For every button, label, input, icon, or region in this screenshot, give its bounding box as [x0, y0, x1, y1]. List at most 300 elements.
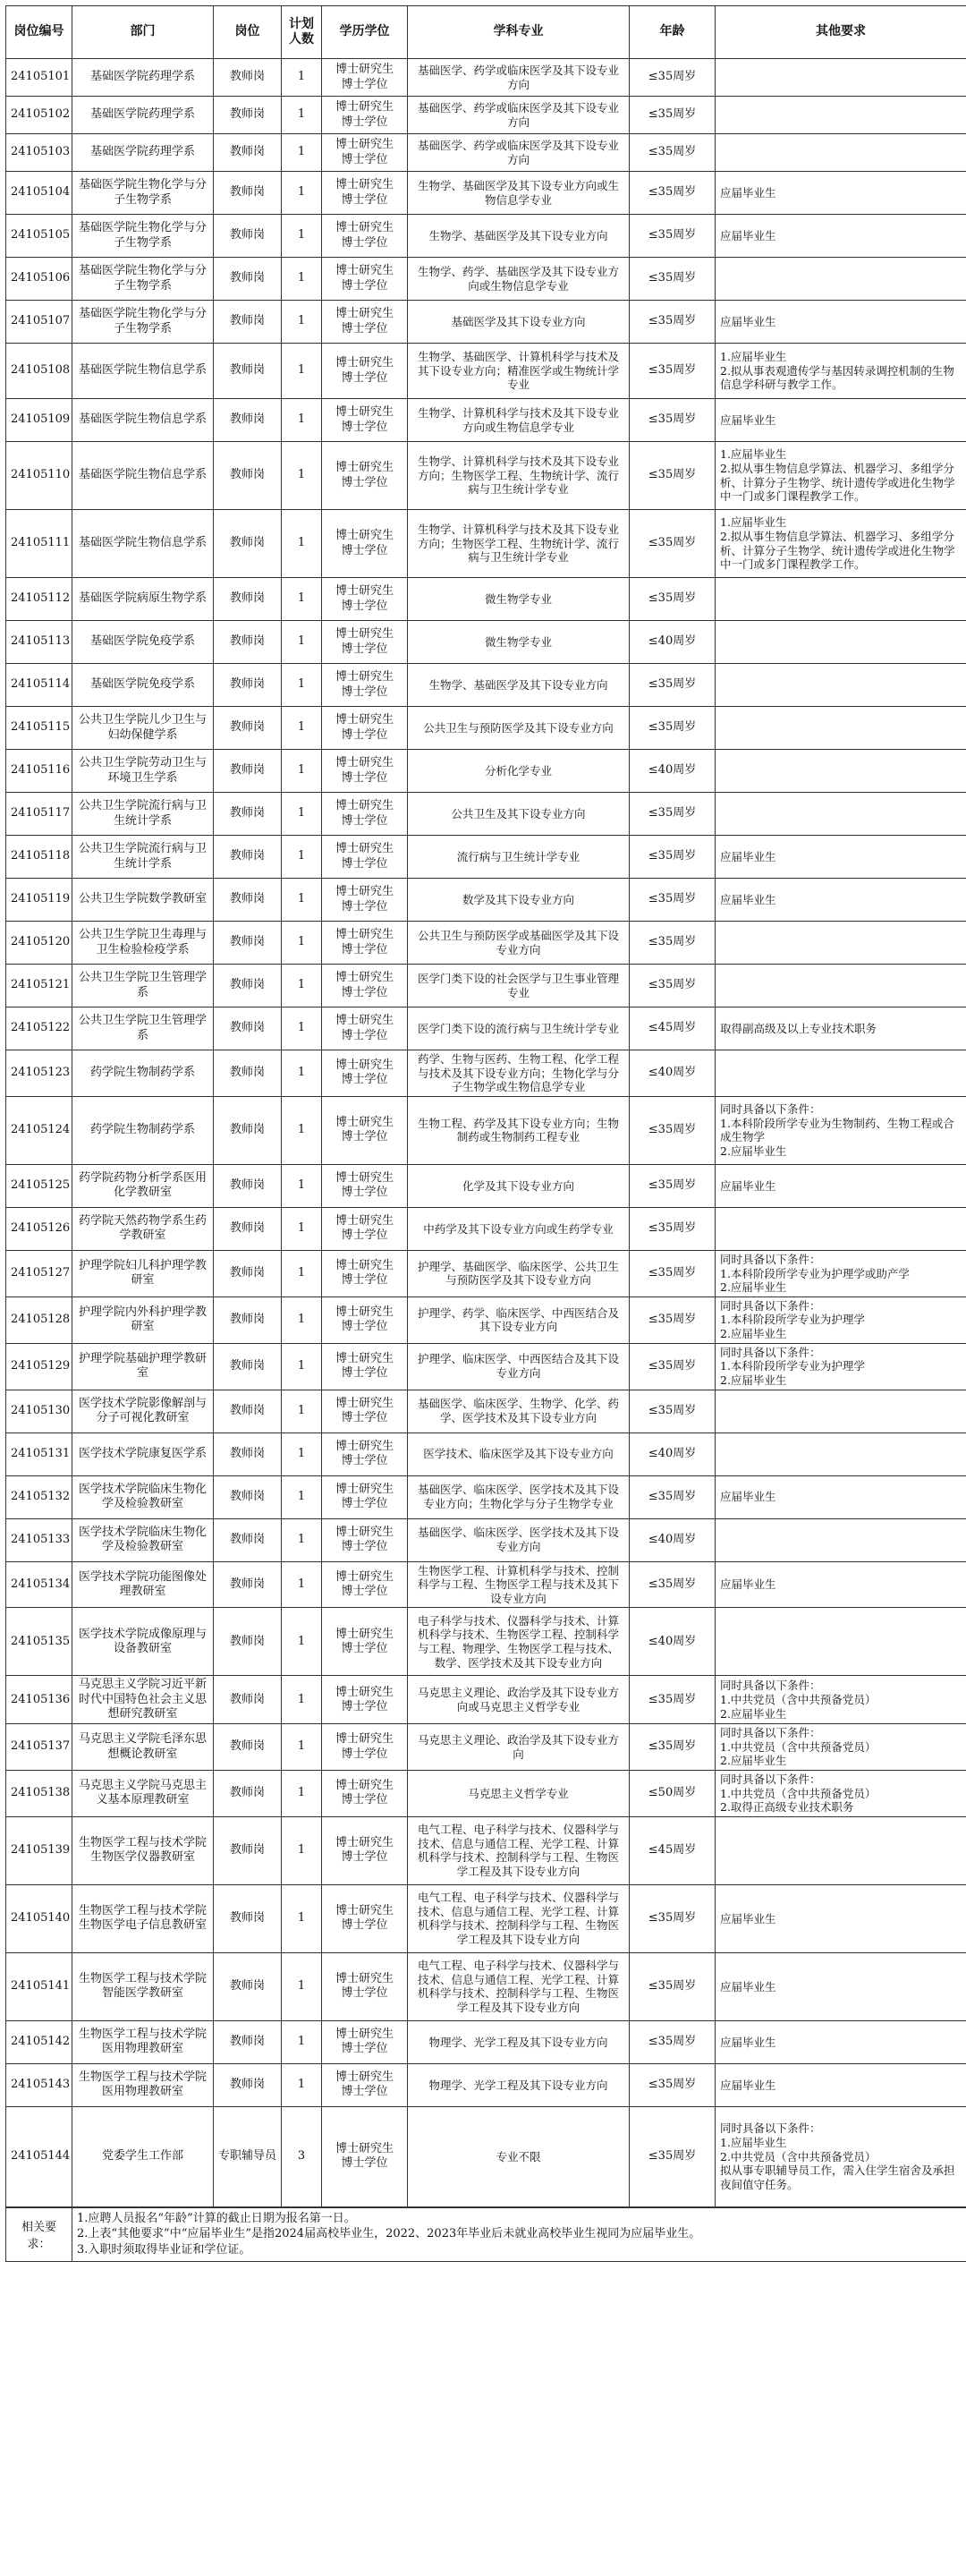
cell-code: 24105102 [6, 97, 72, 134]
cell-major: 生物工程、药学及其下设专业方向；生物制药或生物制药工程专业 [408, 1096, 630, 1164]
cell-dept: 生物医学工程与技术学院智能医学教研室 [72, 1952, 214, 2020]
cell-post: 教师岗 [214, 1250, 282, 1297]
positions-table [5, 5, 966, 2207]
cell-dept: 公共卫生学院卫生毒理与卫生检验检疫学系 [72, 922, 214, 965]
table-row [6, 1250, 966, 1297]
cell-degree: 博士研究生 博士学位 [322, 1050, 408, 1097]
cell-other [716, 1608, 966, 1676]
cell-other [716, 1207, 966, 1250]
cell-code: 24105118 [6, 836, 72, 879]
cell-dept: 基础医学院生物化学与分子生物学系 [72, 258, 214, 301]
cell-dept: 公共卫生学院卫生管理学系 [72, 1007, 214, 1050]
cell-major: 生物学、基础医学及其下设专业方向 [408, 664, 630, 707]
cell-major: 医学技术、临床医学及其下设专业方向 [408, 1433, 630, 1475]
table-row [6, 172, 966, 215]
cell-major: 马克思主义理论、政治学及其下设专业方向 [408, 1724, 630, 1771]
cell-plan: 3 [282, 2106, 322, 2206]
cell-code: 24105107 [6, 301, 72, 344]
table-body [6, 59, 966, 2207]
cell-major: 数学及其下设专业方向 [408, 879, 630, 922]
cell-dept: 医学技术学院功能图像处理教研室 [72, 1561, 214, 1608]
cell-dept: 公共卫生学院儿少卫生与妇幼保健学系 [72, 707, 214, 750]
cell-age: ≤40周岁 [630, 1608, 716, 1676]
cell-degree: 博士研究生 博士学位 [322, 664, 408, 707]
table-row [6, 1475, 966, 1518]
cell-age: ≤40周岁 [630, 750, 716, 793]
cell-age: ≤35周岁 [630, 793, 716, 836]
header-plan: 计划人数 [282, 6, 322, 59]
cell-degree: 博士研究生 博士学位 [322, 301, 408, 344]
cell-code: 24105144 [6, 2106, 72, 2206]
cell-degree: 博士研究生 博士学位 [322, 1884, 408, 1952]
note-line: 2.上表“其他要求”中“应届毕业生”是指2024届高校毕业生，2022、2023年毕业后未就业高校毕业生视同为应届毕业生。 [77, 2227, 701, 2241]
table-row [6, 1608, 966, 1676]
table-row [6, 59, 966, 97]
cell-code: 24105135 [6, 1608, 72, 1676]
cell-age: ≤35周岁 [630, 1390, 716, 1433]
cell-degree: 博士研究生 博士学位 [322, 1518, 408, 1561]
notes-content [72, 2207, 966, 2261]
cell-other: 应届毕业生 [716, 1164, 966, 1207]
cell-code: 24105119 [6, 879, 72, 922]
cell-major: 化学及其下设专业方向 [408, 1164, 630, 1207]
cell-other [716, 621, 966, 664]
cell-degree: 博士研究生 博士学位 [322, 1676, 408, 1724]
cell-code: 24105123 [6, 1050, 72, 1097]
cell-degree: 博士研究生 博士学位 [322, 1952, 408, 2020]
cell-age: ≤45周岁 [630, 1816, 716, 1884]
cell-post: 教师岗 [214, 1561, 282, 1608]
cell-degree: 博士研究生 博士学位 [322, 879, 408, 922]
cell-other [716, 922, 966, 965]
header-major: 学科专业 [408, 6, 630, 59]
cell-major: 基础医学、药学或临床医学及其下设专业方向 [408, 59, 630, 97]
cell-post: 专职辅导员 [214, 2106, 282, 2206]
cell-plan: 1 [282, 1608, 322, 1676]
cell-degree: 博士研究生 博士学位 [322, 1771, 408, 1817]
cell-post: 教师岗 [214, 2063, 282, 2106]
cell-plan: 1 [282, 172, 322, 215]
table-row [6, 750, 966, 793]
note-line: 3.入职时须取得毕业证和学位证。 [77, 2242, 251, 2257]
cell-code: 24105133 [6, 1518, 72, 1561]
cell-age: ≤35周岁 [630, 1952, 716, 2020]
cell-age: ≤35周岁 [630, 1250, 716, 1297]
cell-plan: 1 [282, 836, 322, 879]
cell-dept: 医学技术学院影像解剖与分子可视化教研室 [72, 1390, 214, 1433]
cell-major: 生物学、基础医学、计算机科学与技术及其下设专业方向；精准医学或生物统计学专业 [408, 344, 630, 399]
cell-post: 教师岗 [214, 965, 282, 1007]
notes-row [6, 2207, 966, 2261]
cell-plan: 1 [282, 1518, 322, 1561]
cell-age: ≤35周岁 [630, 1297, 716, 1343]
cell-degree: 博士研究生 博士学位 [322, 1390, 408, 1433]
cell-plan: 1 [282, 258, 322, 301]
cell-plan: 1 [282, 1771, 322, 1817]
cell-age: ≤35周岁 [630, 664, 716, 707]
cell-age: ≤35周岁 [630, 510, 716, 578]
cell-post: 教师岗 [214, 621, 282, 664]
table-row [6, 1771, 966, 1817]
cell-major: 分析化学专业 [408, 750, 630, 793]
cell-post: 教师岗 [214, 215, 282, 258]
cell-other [716, 578, 966, 621]
cell-major: 基础医学、药学或临床医学及其下设专业方向 [408, 134, 630, 172]
table-row [6, 1050, 966, 1097]
cell-other: 同时具备以下条件： 1.本科阶段所学专业为护理学 2.应届毕业生 [716, 1343, 966, 1390]
table-row [6, 1724, 966, 1771]
header-age: 年龄 [630, 6, 716, 59]
cell-code: 24105105 [6, 215, 72, 258]
cell-code: 24105104 [6, 172, 72, 215]
cell-dept: 医学技术学院临床生物化学及检验教研室 [72, 1518, 214, 1561]
cell-plan: 1 [282, 1816, 322, 1884]
cell-plan: 1 [282, 965, 322, 1007]
cell-post: 教师岗 [214, 258, 282, 301]
cell-other: 应届毕业生 [716, 215, 966, 258]
cell-other [716, 664, 966, 707]
cell-plan: 1 [282, 1676, 322, 1724]
cell-degree: 博士研究生 博士学位 [322, 442, 408, 510]
cell-age: ≤35周岁 [630, 2020, 716, 2063]
cell-age: ≤35周岁 [630, 344, 716, 399]
table-row [6, 965, 966, 1007]
cell-dept: 医学技术学院临床生物化学及检验教研室 [72, 1475, 214, 1518]
cell-age: ≤35周岁 [630, 1561, 716, 1608]
header-code: 岗位编号 [6, 6, 72, 59]
cell-dept: 公共卫生学院流行病与卫生统计学系 [72, 836, 214, 879]
cell-post: 教师岗 [214, 97, 282, 134]
cell-post: 教师岗 [214, 1676, 282, 1724]
cell-post: 教师岗 [214, 1164, 282, 1207]
cell-code: 24105111 [6, 510, 72, 578]
cell-plan: 1 [282, 215, 322, 258]
cell-code: 24105101 [6, 59, 72, 97]
cell-dept: 公共卫生学院流行病与卫生统计学系 [72, 793, 214, 836]
table-row [6, 836, 966, 879]
cell-plan: 1 [282, 1343, 322, 1390]
cell-other: 1.应届毕业生 2.拟从事生物信息学算法、机器学习、多组学分析、计算分子生物学、统计遗传学或进化生物学中一门或多门课程教学工作。 [716, 510, 966, 578]
cell-post: 教师岗 [214, 172, 282, 215]
cell-post: 教师岗 [214, 59, 282, 97]
cell-dept: 生物医学工程与技术学院医用物理教研室 [72, 2063, 214, 2106]
cell-age: ≤35周岁 [630, 301, 716, 344]
cell-major: 物理学、光学工程及其下设专业方向 [408, 2020, 630, 2063]
cell-major: 电气工程、电子科学与技术、仪器科学与技术、信息与通信工程、光学工程、计算机科学与技术、控制科学与工程、生物医学工程及其下设专业方向 [408, 1884, 630, 1952]
cell-dept: 护理学院内外科护理学教研室 [72, 1297, 214, 1343]
cell-code: 24105121 [6, 965, 72, 1007]
cell-dept: 党委学生工作部 [72, 2106, 214, 2206]
cell-plan: 1 [282, 1884, 322, 1952]
table-row [6, 1297, 966, 1343]
cell-plan: 1 [282, 1433, 322, 1475]
cell-post: 教师岗 [214, 399, 282, 442]
header-dept: 部门 [72, 6, 214, 59]
cell-other: 1.应届毕业生 2.拟从事表观遗传学与基因转录调控机制的生物信息学科研与教学工作。 [716, 344, 966, 399]
cell-plan: 1 [282, 399, 322, 442]
cell-dept: 基础医学院生物信息学系 [72, 510, 214, 578]
cell-major: 生物学、药学、基础医学及其下设专业方向或生物信息学专业 [408, 258, 630, 301]
cell-degree: 博士研究生 博士学位 [322, 2020, 408, 2063]
cell-other: 同时具备以下条件： 1.本科阶段所学专业为护理学或助产学 2.应届毕业生 [716, 1250, 966, 1297]
cell-age: ≤35周岁 [630, 707, 716, 750]
table-row [6, 1207, 966, 1250]
cell-plan: 1 [282, 1050, 322, 1097]
table-row [6, 1676, 966, 1724]
table-row [6, 301, 966, 344]
cell-degree: 博士研究生 博士学位 [322, 578, 408, 621]
table-row [6, 344, 966, 399]
cell-code: 24105132 [6, 1475, 72, 1518]
cell-code: 24105124 [6, 1096, 72, 1164]
cell-other [716, 134, 966, 172]
cell-post: 教师岗 [214, 1007, 282, 1050]
cell-dept: 基础医学院生物信息学系 [72, 442, 214, 510]
cell-other [716, 1518, 966, 1561]
table-row [6, 1561, 966, 1608]
cell-code: 24105110 [6, 442, 72, 510]
cell-code: 24105120 [6, 922, 72, 965]
cell-dept: 护理学院基础护理学教研室 [72, 1343, 214, 1390]
cell-age: ≤40周岁 [630, 1433, 716, 1475]
cell-dept: 生物医学工程与技术学院生物医学电子信息教研室 [72, 1884, 214, 1952]
cell-age: ≤35周岁 [630, 2106, 716, 2206]
cell-plan: 1 [282, 621, 322, 664]
cell-post: 教师岗 [214, 1816, 282, 1884]
cell-dept: 马克思主义学院习近平新时代中国特色社会主义思想研究教研室 [72, 1676, 214, 1724]
cell-other: 应届毕业生 [716, 2020, 966, 2063]
cell-code: 24105137 [6, 1724, 72, 1771]
cell-other: 同时具备以下条件： 1.本科阶段所学专业为生物制药、生物工程或合成生物学 2.应届毕业生 [716, 1096, 966, 1164]
cell-post: 教师岗 [214, 510, 282, 578]
cell-other: 应届毕业生 [716, 836, 966, 879]
cell-degree: 博士研究生 博士学位 [322, 1096, 408, 1164]
cell-dept: 基础医学院生物化学与分子生物学系 [72, 215, 214, 258]
cell-code: 24105139 [6, 1816, 72, 1884]
cell-major: 生物医学工程、计算机科学与技术、控制科学与工程、生物医学工程与技术及其下设专业方向 [408, 1561, 630, 1608]
table-row [6, 510, 966, 578]
table-row [6, 134, 966, 172]
cell-other [716, 1050, 966, 1097]
cell-post: 教师岗 [214, 1884, 282, 1952]
cell-other: 同时具备以下条件： 1.中共党员（含中共预备党员） 2.应届毕业生 [716, 1676, 966, 1724]
table-row [6, 621, 966, 664]
cell-other: 应届毕业生 [716, 301, 966, 344]
cell-major: 生物学、计算机科学与技术及其下设专业方向或生物信息学专业 [408, 399, 630, 442]
cell-other: 应届毕业生 [716, 879, 966, 922]
cell-degree: 博士研究生 博士学位 [322, 1207, 408, 1250]
table-row [6, 1164, 966, 1207]
cell-post: 教师岗 [214, 922, 282, 965]
cell-other: 1.应届毕业生 2.拟从事生物信息学算法、机器学习、多组学分析、计算分子生物学、统计遗传学或进化生物学中一门或多门课程教学工作。 [716, 442, 966, 510]
cell-major: 马克思主义哲学专业 [408, 1771, 630, 1817]
cell-plan: 1 [282, 1724, 322, 1771]
table-row [6, 1816, 966, 1884]
cell-age: ≤40周岁 [630, 1050, 716, 1097]
cell-plan: 1 [282, 510, 322, 578]
cell-major: 电气工程、电子科学与技术、仪器科学与技术、信息与通信工程、光学工程、计算机科学与技术、控制科学与工程、生物医学工程及其下设专业方向 [408, 1952, 630, 2020]
cell-degree: 博士研究生 博士学位 [322, 2106, 408, 2206]
cell-major: 微生物学专业 [408, 578, 630, 621]
cell-dept: 基础医学院药理学系 [72, 97, 214, 134]
table-row [6, 2106, 966, 2206]
table-row [6, 215, 966, 258]
cell-plan: 1 [282, 879, 322, 922]
table-row [6, 442, 966, 510]
cell-code: 24105125 [6, 1164, 72, 1207]
cell-other [716, 750, 966, 793]
cell-code: 24105129 [6, 1343, 72, 1390]
table-row [6, 258, 966, 301]
cell-post: 教师岗 [214, 1207, 282, 1250]
cell-age: ≤40周岁 [630, 621, 716, 664]
cell-plan: 1 [282, 1207, 322, 1250]
cell-code: 24105131 [6, 1433, 72, 1475]
cell-other: 同时具备以下条件： 1.中共党员（含中共预备党员） 2.取得正高级专业技术职务 [716, 1771, 966, 1817]
header-post: 岗位 [214, 6, 282, 59]
cell-major: 中药学及其下设专业方向或生药学专业 [408, 1207, 630, 1250]
cell-major: 护理学、药学、临床医学、中西医结合及其下设专业方向 [408, 1297, 630, 1343]
cell-degree: 博士研究生 博士学位 [322, 1007, 408, 1050]
cell-age: ≤35周岁 [630, 215, 716, 258]
cell-other: 应届毕业生 [716, 172, 966, 215]
cell-age: ≤40周岁 [630, 1518, 716, 1561]
cell-degree: 博士研究生 博士学位 [322, 1475, 408, 1518]
cell-other: 取得副高级及以上专业技术职务 [716, 1007, 966, 1050]
cell-degree: 博士研究生 博士学位 [322, 399, 408, 442]
cell-dept: 公共卫生学院卫生管理学系 [72, 965, 214, 1007]
table-row [6, 1096, 966, 1164]
cell-degree: 博士研究生 博士学位 [322, 1297, 408, 1343]
cell-major: 生物学、计算机科学与技术及其下设专业方向；生物医学工程、生物统计学、流行病与卫生统计学专业 [408, 442, 630, 510]
notes-label: 相关要求： [6, 2207, 72, 2261]
cell-age: ≤35周岁 [630, 134, 716, 172]
table-row [6, 2020, 966, 2063]
cell-degree: 博士研究生 博士学位 [322, 1608, 408, 1676]
cell-plan: 1 [282, 59, 322, 97]
cell-age: ≤35周岁 [630, 922, 716, 965]
cell-major: 生物学、基础医学及其下设专业方向 [408, 215, 630, 258]
cell-other: 应届毕业生 [716, 1475, 966, 1518]
cell-post: 教师岗 [214, 793, 282, 836]
cell-age: ≤35周岁 [630, 97, 716, 134]
cell-plan: 1 [282, 1297, 322, 1343]
cell-age: ≤35周岁 [630, 442, 716, 510]
table-row [6, 1884, 966, 1952]
table-row [6, 707, 966, 750]
cell-age: ≤35周岁 [630, 399, 716, 442]
cell-age: ≤35周岁 [630, 1207, 716, 1250]
cell-dept: 基础医学院生物信息学系 [72, 399, 214, 442]
cell-post: 教师岗 [214, 879, 282, 922]
cell-major: 公共卫生及其下设专业方向 [408, 793, 630, 836]
cell-other: 应届毕业生 [716, 1561, 966, 1608]
cell-age: ≤35周岁 [630, 59, 716, 97]
cell-post: 教师岗 [214, 2020, 282, 2063]
cell-dept: 公共卫生学院劳动卫生与环境卫生学系 [72, 750, 214, 793]
cell-age: ≤35周岁 [630, 1096, 716, 1164]
cell-code: 24105136 [6, 1676, 72, 1724]
cell-age: ≤35周岁 [630, 836, 716, 879]
cell-plan: 1 [282, 793, 322, 836]
cell-post: 教师岗 [214, 664, 282, 707]
cell-degree: 博士研究生 博士学位 [322, 1561, 408, 1608]
cell-degree: 博士研究生 博士学位 [322, 707, 408, 750]
cell-code: 24105134 [6, 1561, 72, 1608]
cell-dept: 基础医学院生物化学与分子生物学系 [72, 301, 214, 344]
cell-code: 24105122 [6, 1007, 72, 1050]
table-row [6, 1007, 966, 1050]
cell-degree: 博士研究生 博士学位 [322, 97, 408, 134]
cell-major: 专业不限 [408, 2106, 630, 2206]
cell-age: ≤35周岁 [630, 2063, 716, 2106]
table-row [6, 793, 966, 836]
cell-major: 公共卫生与预防医学或基础医学及其下设专业方向 [408, 922, 630, 965]
cell-plan: 1 [282, 2020, 322, 2063]
cell-major: 流行病与卫生统计学专业 [408, 836, 630, 879]
cell-age: ≤35周岁 [630, 879, 716, 922]
cell-other [716, 1816, 966, 1884]
cell-degree: 博士研究生 博士学位 [322, 2063, 408, 2106]
cell-major: 物理学、光学工程及其下设专业方向 [408, 2063, 630, 2106]
cell-plan: 1 [282, 1561, 322, 1608]
cell-age: ≤35周岁 [630, 1884, 716, 1952]
cell-dept: 马克思主义学院马克思主义基本原理教研室 [72, 1771, 214, 1817]
recruitment-table-page [5, 5, 966, 2262]
cell-dept: 药学院生物制药学系 [72, 1096, 214, 1164]
cell-dept: 基础医学院生物化学与分子生物学系 [72, 172, 214, 215]
header-other: 其他要求 [716, 6, 966, 59]
table-row [6, 664, 966, 707]
cell-post: 教师岗 [214, 301, 282, 344]
cell-dept: 护理学院妇儿科护理学教研室 [72, 1250, 214, 1297]
table-row [6, 879, 966, 922]
cell-degree: 博士研究生 博士学位 [322, 750, 408, 793]
cell-age: ≤45周岁 [630, 1007, 716, 1050]
cell-code: 24105117 [6, 793, 72, 836]
cell-major: 基础医学及其下设专业方向 [408, 301, 630, 344]
cell-plan: 1 [282, 1390, 322, 1433]
cell-degree: 博士研究生 博士学位 [322, 344, 408, 399]
cell-degree: 博士研究生 博士学位 [322, 510, 408, 578]
table-row [6, 1390, 966, 1433]
cell-major: 基础医学、药学或临床医学及其下设专业方向 [408, 97, 630, 134]
cell-dept: 基础医学院免疫学系 [72, 664, 214, 707]
cell-code: 24105109 [6, 399, 72, 442]
cell-age: ≤35周岁 [630, 965, 716, 1007]
cell-major: 基础医学、临床医学、医学技术及其下设专业方向；生物化学与分子生物学专业 [408, 1475, 630, 1518]
cell-dept: 生物医学工程与技术学院生物医学仪器教研室 [72, 1816, 214, 1884]
cell-major: 公共卫生与预防医学及其下设专业方向 [408, 707, 630, 750]
cell-degree: 博士研究生 博士学位 [322, 922, 408, 965]
cell-degree: 博士研究生 博士学位 [322, 1343, 408, 1390]
cell-other: 同时具备以下条件： 1.本科阶段所学专业为护理学 2.应届毕业生 [716, 1297, 966, 1343]
cell-code: 24105106 [6, 258, 72, 301]
cell-plan: 1 [282, 97, 322, 134]
cell-plan: 1 [282, 1250, 322, 1297]
cell-age: ≤35周岁 [630, 1475, 716, 1518]
cell-dept: 基础医学院病原生物学系 [72, 578, 214, 621]
cell-age: ≤35周岁 [630, 172, 716, 215]
cell-other [716, 59, 966, 97]
cell-dept: 药学院生物制药学系 [72, 1050, 214, 1097]
table-row [6, 399, 966, 442]
cell-post: 教师岗 [214, 750, 282, 793]
cell-dept: 药学院天然药物学系生药学教研室 [72, 1207, 214, 1250]
cell-degree: 博士研究生 博士学位 [322, 215, 408, 258]
table-row [6, 578, 966, 621]
cell-post: 教师岗 [214, 1724, 282, 1771]
